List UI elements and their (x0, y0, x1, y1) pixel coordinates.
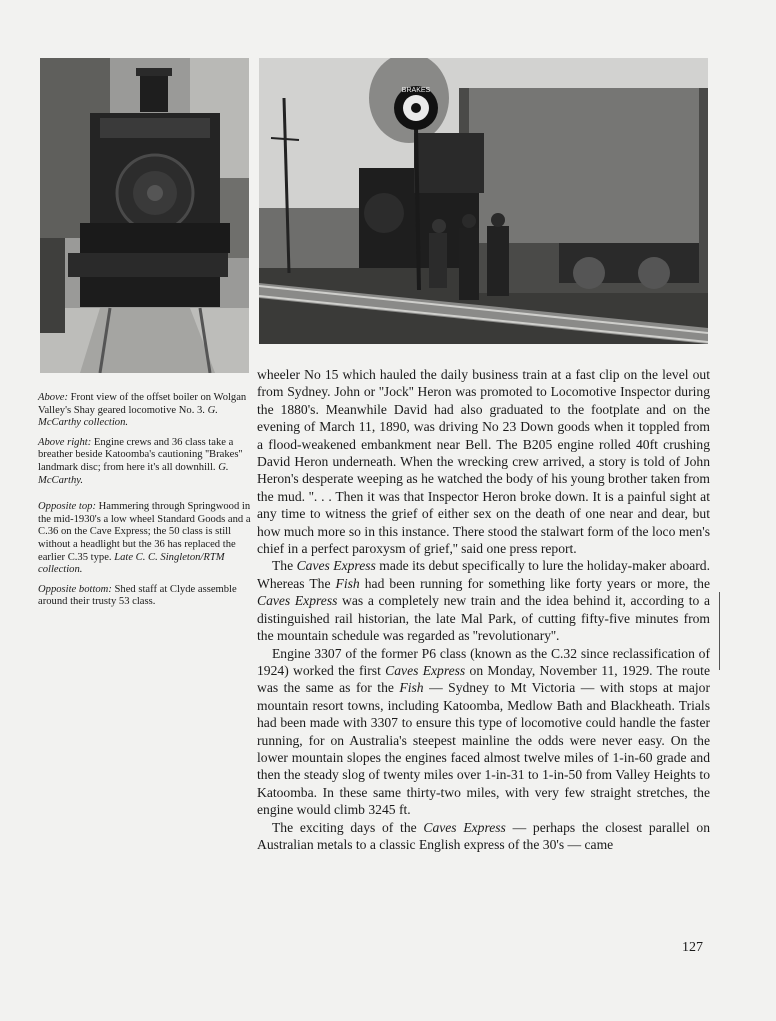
article-body (257, 366, 710, 853)
page-number: 127 (682, 940, 703, 955)
shay-locomotive-photo (40, 58, 249, 373)
paragraph-2: The Caves Express made its debut specifically to lure the holiday-maker aboard. Whereas The Fish had been running for something like forty years or more, the Caves Express was a completely new train and the idea behind it, according to a distinguished rail historian, the late Mal Park, of cutting fifty-five minutes from the mountain schedule was regarded as ''revolutionary''. (257, 558, 711, 644)
paragraph-1: wheeler No 15 which hauled the daily business train at a fast clip on the level out from Sydney. John or ''Jock'' Heron was promoted to Locomotive Inspector during the 1880's. Meanwhile David had also graduated to the footplate and on the evening of March 11, 1890, was driving No 23 Down goods when it toppled from a flood-weakened embankment near Bell. The B205 engine rolled 40ft crushing David Heron underneath. When the wrecking crew arrived, a story is told of John Heron's desperate weeping as he watched the body of his young brother taken from the mud. ''. . . Then it was that Inspector Heron broke down. It is a painful sight at any time to witness the grief of either sex on the death of one near and dear, but how much more so in this instance. There stood the stalwart form of the loco men's chief in a perfect paroxysm of grief,'' said one press report. (257, 367, 710, 557)
paragraph-3: Engine 3307 of the former P6 class (known as the C.32 since reclassification of 1924) worked the first Caves Express on Monday, November 11, 1929. The route was the same as for the Fish — Sydney to Mt Victoria — with stops at major mountain resort towns, including Katoomba, Medlow Bath and Blackheath. Trials had been made with 3307 to ensure this type of locomotive could handle the faster running, for on Australia's steepest mainline the odds were never easy. On the lower mountain slopes the engines faced almost twelve miles of 1-in-60 grade and then the steady slog of twenty miles over 1-in-31 to 1-in-50 from Valley Heights to Katoomba. In these same thirty-two miles, with very few straight stretches, the engine would climb 3245 ft. (257, 645, 710, 818)
paragraph-4: The exciting days of the Caves Express — perhaps the closest parallel on Australian metals to a classic English express of the 30's — came (257, 819, 711, 852)
caption-above: Above: Front view of the offset boiler on Wolgan Valley's Shay geared locomotive No. 3. G. McCarthy collection. (38, 392, 247, 429)
margin-rule (719, 592, 720, 670)
caption-opposite-top: Opposite top: Hammering through Springwood in the mid-1930's a low wheel Standard Goods and a C.36 on the Cave Express; the 50 class is still without a headlight but the 36 has replaced the earlier C.35 type. Late C. C. Singleton/RTM collection. (38, 501, 251, 576)
shay-locomotive-illustration (40, 58, 249, 373)
engine-crews-illustration (259, 58, 708, 344)
caption-above-right: Above right: Engine crews and 36 class take a breather beside Katoomba's cautioning ''Brakes'' landmark disc; from here it's all downhill. G. McCarthy. (38, 436, 243, 486)
engine-crews-photo (259, 58, 708, 344)
brakes-sign-text: BRAKES (401, 87, 431, 94)
caption-opposite-bottom: Opposite bottom: Shed staff at Clyde assemble around their trusty 53 class. (38, 583, 237, 608)
photo-captions (38, 392, 254, 616)
